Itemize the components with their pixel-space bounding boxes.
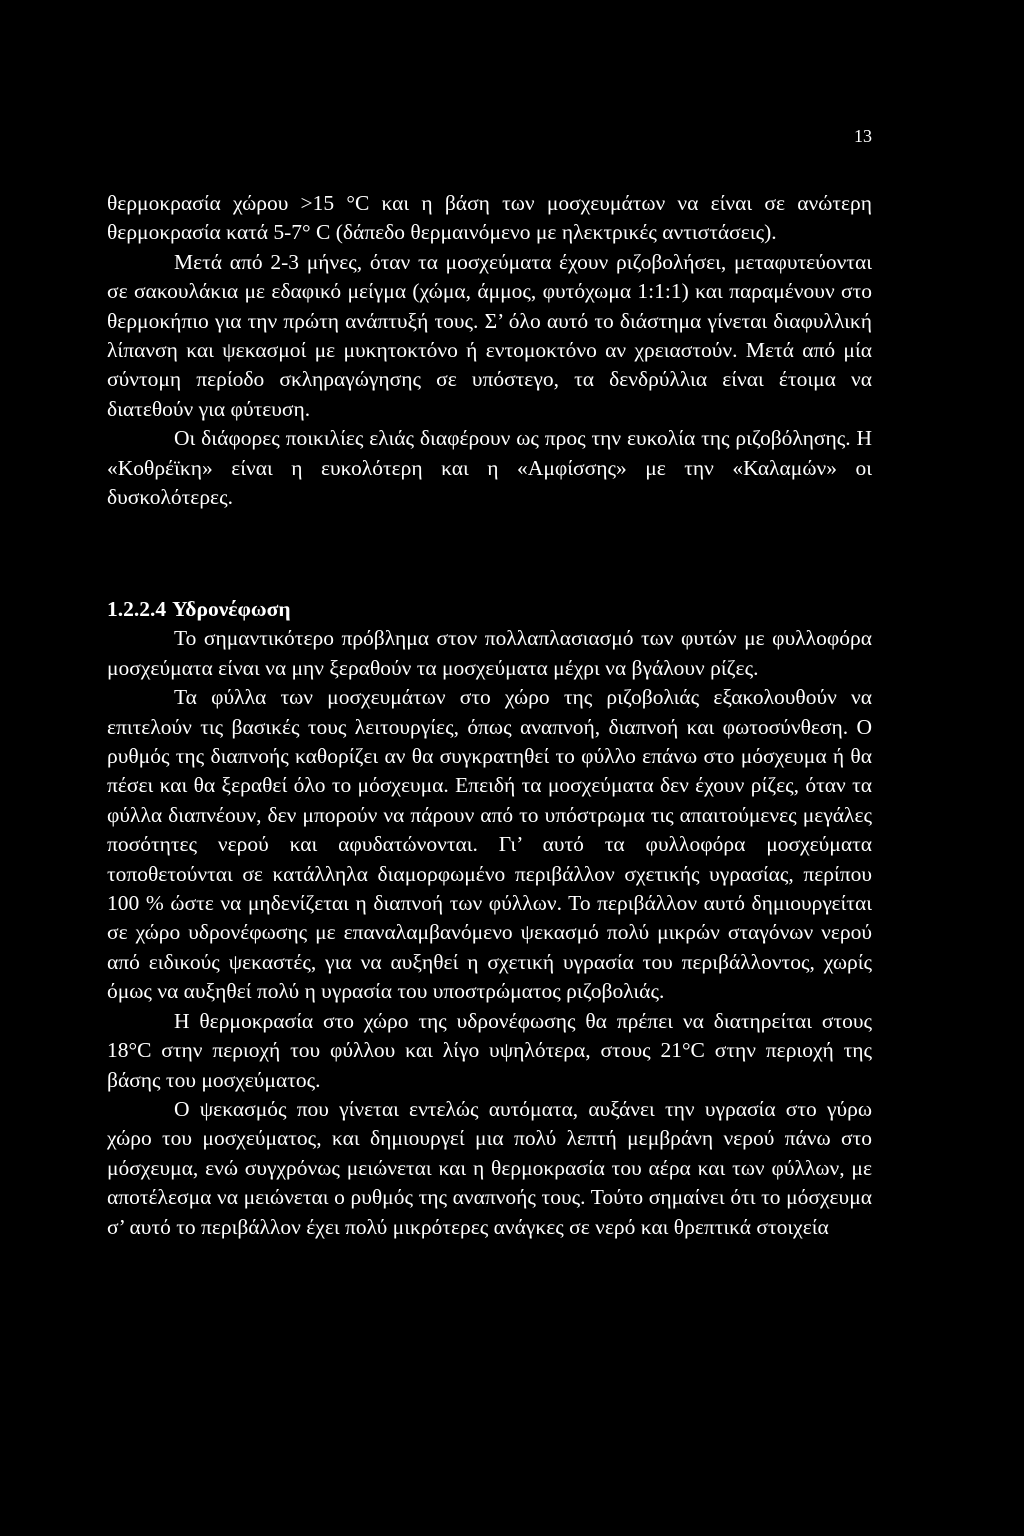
paragraph-transplanting: Μετά από 2-3 μήνες, όταν τα μοσχεύματα έχουν ριζοβολήσει, μεταφυτεύονται σε σακουλάκια με εδαφικό μείγμα (χώμα, άμμος, φυτόχωμα 1:1:1) και παραμένουν στο θερμοκήπιο για την πρώτη ανάπτυξή τους. Σ’ όλο αυτό το διάστημα γίνεται διαφυλλική λίπανση και ψεκασμοί με μυκητοκτόνο ή εντομοκτόνο αν χρειαστούν. Μετά από μία σύντομη περίοδο σκληραγώγησης σε υπόστεγο, τα δενδρύλλια είναι έτοιμα να διατεθούν για φύτευση. bbox=[107, 249, 872, 421]
page-number: 13 bbox=[854, 126, 872, 146]
paragraph-continuation: θερμοκρασία χώρου >15 °C και η βάση των μοσχευμάτων να είναι σε ανώτερη θερμοκρασία κατά 5-7° C (δάπεδο θερμαινόμενο με ηλεκτρικές αντιστάσεις). bbox=[107, 191, 872, 245]
section-paragraph: Τα φύλλα των μοσχευμάτων στο χώρο της ριζοβολιάς εξακολουθούν να επιτελούν τις βασικές τους λειτουργίες, όπως αναπνοή, διαπνοή και φωτοσύνθεση. Ο ρυθμός της διαπνοής καθορίζει αν θα συγκρατηθεί το φύλλο επάνω στο μόσχευμα ή θα πέσει και θα ξεραθεί όλο το μόσχευμα. Επειδή τα μοσχεύματα δεν έχουν ρίζες, όταν τα φύλλα διαπνέουν, δεν μπορούν να πάρουν από το υπόστρωμα τις απαιτούμενες μεγάλες ποσότητες νερού και αφυδατώνονται. Γι’ αυτό τα φυλλοφόρα μοσχεύματα τοποθετούνται σε κατάλληλα διαμορφωμένο περιβάλλον σχετικής υγρασίας, περίπου 100 % ώστε να μηδενίζεται η διαπνοή των φύλλων. Το περιβάλλον αυτό δημιουργείται σε χώρο υδρονέφωσης με επαναλαμβανόμενο ψεκασμό πολύ μικρών σταγόνων νερού από ειδικούς ψεκαστές, για να αυξηθεί η σχετική υγρασία του περιβάλλοντος, χωρίς όμως να αυξηθεί πολύ η υγρασία του υποστρώματος ριζοβολιάς. bbox=[107, 685, 872, 1004]
section-paragraph: Ο ψεκασμός που γίνεται εντελώς αυτόματα, αυξάνει την υγρασία στο γύρω χώρο του μοσχεύματος, και δημιουργεί μια πολύ λεπτή μεμβράνη νερού πάνω στο μόσχευμα, ενώ συγχρόνως μειώνεται και η θερμοκρασία του αέρα και των φύλλων, με αποτέλεσμα να μειώνεται ο ρυθμός της αναπνοής τους. Τούτο σημαίνει ότι το μόσχευμα σ’ αυτό το περιβάλλον έχει πολύ μικρότερες ανάγκες σε νερό και θρεπτικά στοιχεία bbox=[107, 1096, 872, 1239]
section-title: Υδρονέφωση bbox=[172, 597, 291, 621]
section-number: 1.2.2.4 bbox=[107, 597, 167, 621]
section-mist-propagation bbox=[107, 595, 872, 1242]
paragraph-varieties: Οι διάφορες ποικιλίες ελιάς διαφέρουν ως προς την ευκολία της ριζοβόλησης. Η «Κοθρέϊκη» είναι η ευκολότερη και η «Αμφίσσης» με την «Καλαμών» οι δυσκολότερες. bbox=[107, 426, 872, 510]
section-paragraph: Το σημαντικότερο πρόβλημα στον πολλαπλασιασμό των φυτών με φυλλοφόρα μοσχεύματα είναι να μην ξεραθούν τα μοσχεύματα μέχρι να βγάλουν ρίζες. bbox=[107, 626, 872, 680]
section-heading bbox=[107, 595, 872, 624]
body-text-top bbox=[107, 189, 872, 512]
section-paragraph: Η θερμοκρασία στο χώρο της υδρονέφωσης θα πρέπει να διατηρείται στους 18°C στην περιοχή του φύλλου και λίγο υψηλότερα, στους 21°C στην περιοχή της βάσης του μοσχεύματος. bbox=[107, 1008, 872, 1092]
